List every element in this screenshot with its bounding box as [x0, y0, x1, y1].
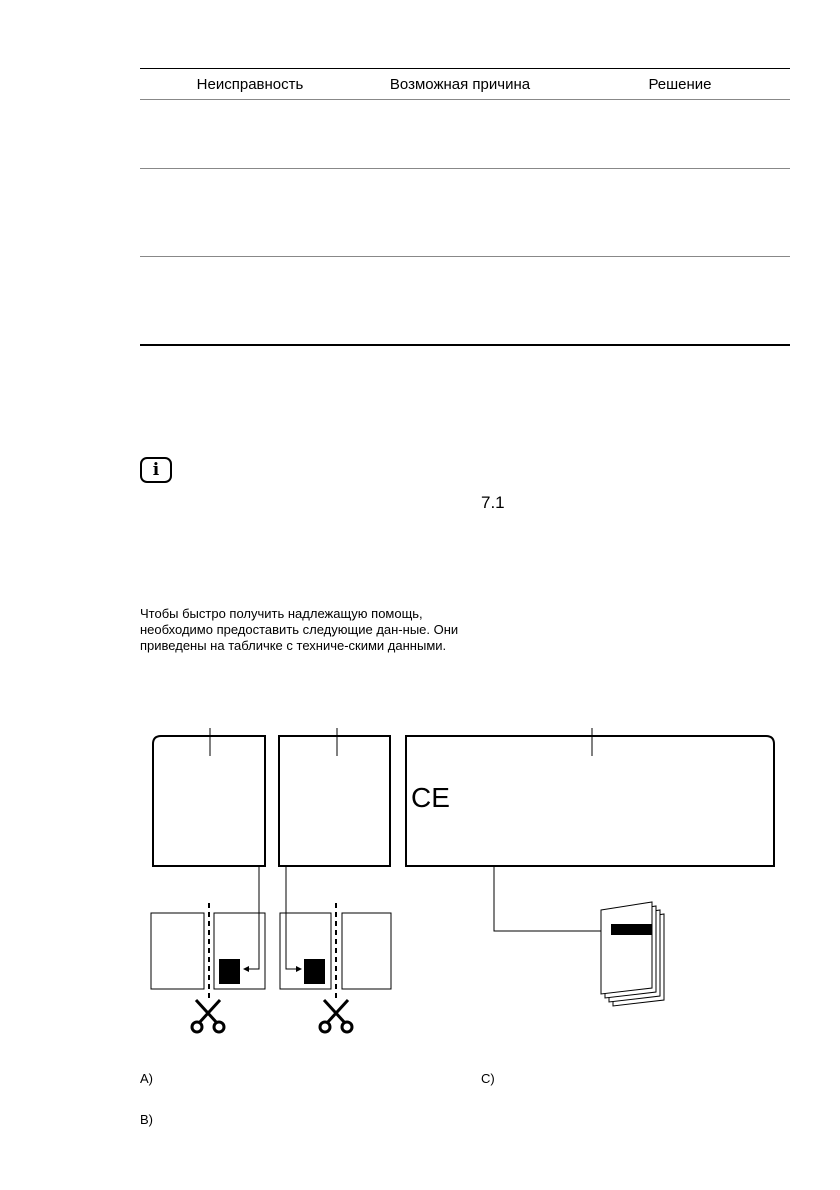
sticker-spot: [304, 959, 325, 984]
help-paragraph: Чтобы быстро получить надлежащую помощь, необходимо предоставить следующие дан-ные. Они приведены на табличке с техниче-скими данными.: [140, 606, 459, 653]
plate-box-c: [406, 736, 774, 866]
leaflet-page: [151, 913, 204, 989]
header-fault: Неисправность: [196, 76, 304, 93]
header-solution: Решение: [648, 76, 712, 93]
plate-box-b: [279, 736, 390, 866]
ce-mark: CE: [411, 782, 450, 813]
plate-box-a: [153, 736, 265, 866]
scissors-icon: [192, 1000, 224, 1032]
sticker-spot: [219, 959, 240, 984]
leaflet-page: [342, 913, 391, 989]
connector-c: [494, 866, 603, 931]
scissors-icon: [320, 1000, 352, 1032]
booklet-icon: [601, 902, 664, 1006]
header-cause: Возможная причина: [389, 76, 531, 93]
label-a: A): [140, 1071, 153, 1086]
label-c: C): [481, 1071, 495, 1086]
section-number: 7.1: [481, 493, 505, 512]
label-b: B): [140, 1112, 153, 1127]
info-icon: i: [140, 457, 172, 483]
